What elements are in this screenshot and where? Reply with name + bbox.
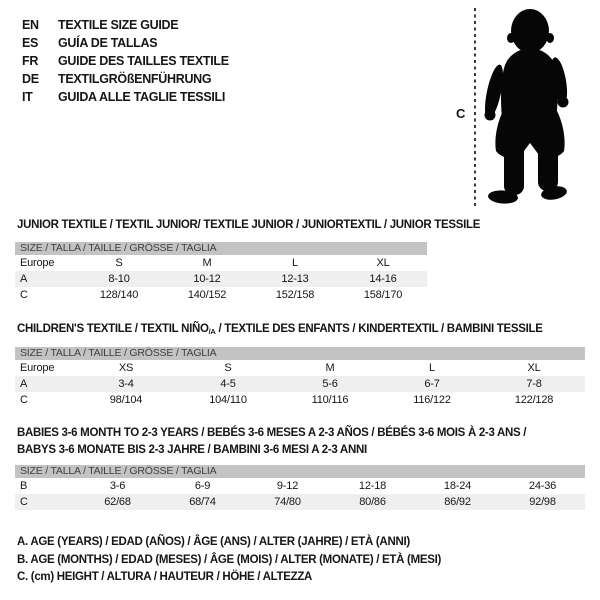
cell: 152/158: [275, 289, 315, 301]
language-row-es: [22, 34, 229, 52]
cell: M: [325, 362, 335, 374]
cell: 74/80: [274, 496, 301, 508]
cell: 68/74: [189, 496, 216, 508]
size-header-band: SIZE / TALLA / TAILLE / GRÖSSE / TAGLIA: [15, 347, 585, 360]
language-label: GUÍA DE TALLAS: [58, 36, 158, 50]
table-row-height: [15, 287, 427, 303]
cell: 86/92: [444, 496, 471, 508]
language-row-it: [22, 88, 229, 106]
cell: XL: [527, 362, 541, 374]
table-row-europe: [15, 360, 585, 376]
cell: 18-24: [443, 480, 472, 492]
title-post: / TEXTILE DES ENFANTS / KINDERTEXTIL / BAMBINI TESSILE: [215, 323, 543, 335]
cell: 122/128: [514, 394, 554, 406]
language-code: FR: [22, 54, 39, 68]
cell: 6-9: [194, 480, 211, 492]
language-label: GUIDE DES TAILLES TEXTILE: [58, 54, 229, 68]
cell: 158/170: [363, 289, 403, 301]
cell: 110/116: [311, 394, 349, 406]
legend-line-a: A. AGE (YEARS) / EDAD (AÑOS) / ÂGE (ANS) / ALTER (JAHRE) / ETÀ (ANNI): [17, 536, 410, 548]
cell: XS: [118, 362, 134, 374]
cell: 5-6: [322, 378, 338, 390]
cell: XL: [376, 257, 390, 269]
table-row-height: [15, 392, 585, 408]
legend-line-b: B. AGE (MONTHS) / EDAD (MESES) / ÂGE (MOIS) / ALTER (MONATE) / ETÀ (MESI): [17, 553, 442, 566]
title-sub: /A: [208, 327, 216, 336]
row-label: Europe: [20, 362, 55, 374]
language-code: ES: [22, 36, 39, 50]
language-row-fr: [22, 52, 229, 70]
table-row-months: [15, 478, 585, 494]
cell: 3-4: [118, 378, 134, 390]
toddler-silhouette-icon: [484, 7, 569, 207]
row-label: A: [20, 378, 28, 390]
title-pre: CHILDREN'S TEXTILE / TEXTIL NIÑO: [17, 323, 209, 335]
language-label: GUIDA ALLE TAGLIE TESSILI: [58, 90, 226, 104]
language-row-de: [22, 70, 229, 88]
cell: 12-13: [281, 273, 309, 285]
language-code: EN: [22, 18, 39, 32]
junior-table: [15, 242, 427, 303]
cell: 12-18: [358, 480, 387, 492]
row-label: C: [20, 496, 28, 508]
language-code: IT: [22, 90, 33, 104]
cell: 24-36: [528, 480, 557, 492]
cell: 10-12: [193, 273, 221, 285]
size-header-band: SIZE / TALLA / TAILLE / GRÖSSE / TAGLIA: [15, 242, 427, 255]
babies-table-title: [17, 425, 526, 459]
table-row-age: [15, 271, 427, 287]
cell: 3-6: [109, 480, 126, 492]
row-label: C: [20, 289, 28, 301]
cell: 14-16: [369, 273, 397, 285]
table-row-age: [15, 376, 585, 392]
language-row-en: [22, 16, 229, 34]
language-guide: [22, 16, 229, 106]
cell: 9-12: [276, 480, 299, 492]
language-code: DE: [22, 72, 39, 86]
row-label: Europe: [20, 257, 55, 269]
row-label: C: [20, 394, 28, 406]
cell: 116/122: [413, 394, 451, 406]
height-dotted-line: [474, 8, 476, 206]
legend-line-c: C. (cm) HEIGHT / ALTURA / HAUTEUR / HÖHE / ALTEZZA: [17, 571, 313, 583]
cell: 92/98: [529, 496, 556, 508]
babies-table: [15, 465, 585, 510]
size-header-band: SIZE / TALLA / TAILLE / GRÖSSE / TAGLIA: [15, 465, 585, 478]
measurement-legend: [17, 534, 441, 587]
cell: L: [292, 257, 298, 269]
junior-table-title: JUNIOR TEXTILE / TEXTIL JUNIOR/ TEXTILE JUNIOR / JUNIORTEXTIL / JUNIOR TESSILE: [17, 219, 481, 231]
cell: M: [202, 257, 212, 269]
cell: 8-10: [108, 273, 130, 285]
cell: 6-7: [424, 378, 440, 390]
cell: S: [115, 257, 123, 269]
table-row-europe: [15, 255, 427, 271]
cell: 62/68: [104, 496, 131, 508]
children-table: [15, 347, 585, 408]
cell: S: [224, 362, 232, 374]
cell: L: [429, 362, 435, 374]
cell: 128/140: [99, 289, 139, 301]
language-label: TEXTILE SIZE GUIDE: [58, 18, 179, 32]
cell: 104/110: [209, 394, 247, 406]
cell: 4-5: [220, 378, 236, 390]
cell: 80/86: [359, 496, 386, 508]
children-table-title: [17, 321, 543, 340]
language-label: TEXTILGRÖßENFÜHRUNG: [58, 72, 212, 86]
row-label: B: [20, 480, 28, 492]
babies-title-line-2: BABYS 3-6 MONATE BIS 2-3 JAHRE / BAMBINI 3-6 MESI A 2-3 ANNI: [17, 444, 367, 456]
cell: 7-8: [526, 378, 542, 390]
height-measure-label: C: [456, 106, 466, 121]
table-row-height: [15, 494, 585, 510]
cell: 98/104: [109, 394, 143, 406]
row-label: A: [20, 273, 28, 285]
cell: 140/152: [187, 289, 227, 301]
babies-title-line-1: BABIES 3-6 MONTH TO 2-3 YEARS / BEBÉS 3-6 MESES A 2-3 AÑOS / BÉBÉS 3-6 MOIS À 2-3 ANS /: [17, 427, 527, 439]
